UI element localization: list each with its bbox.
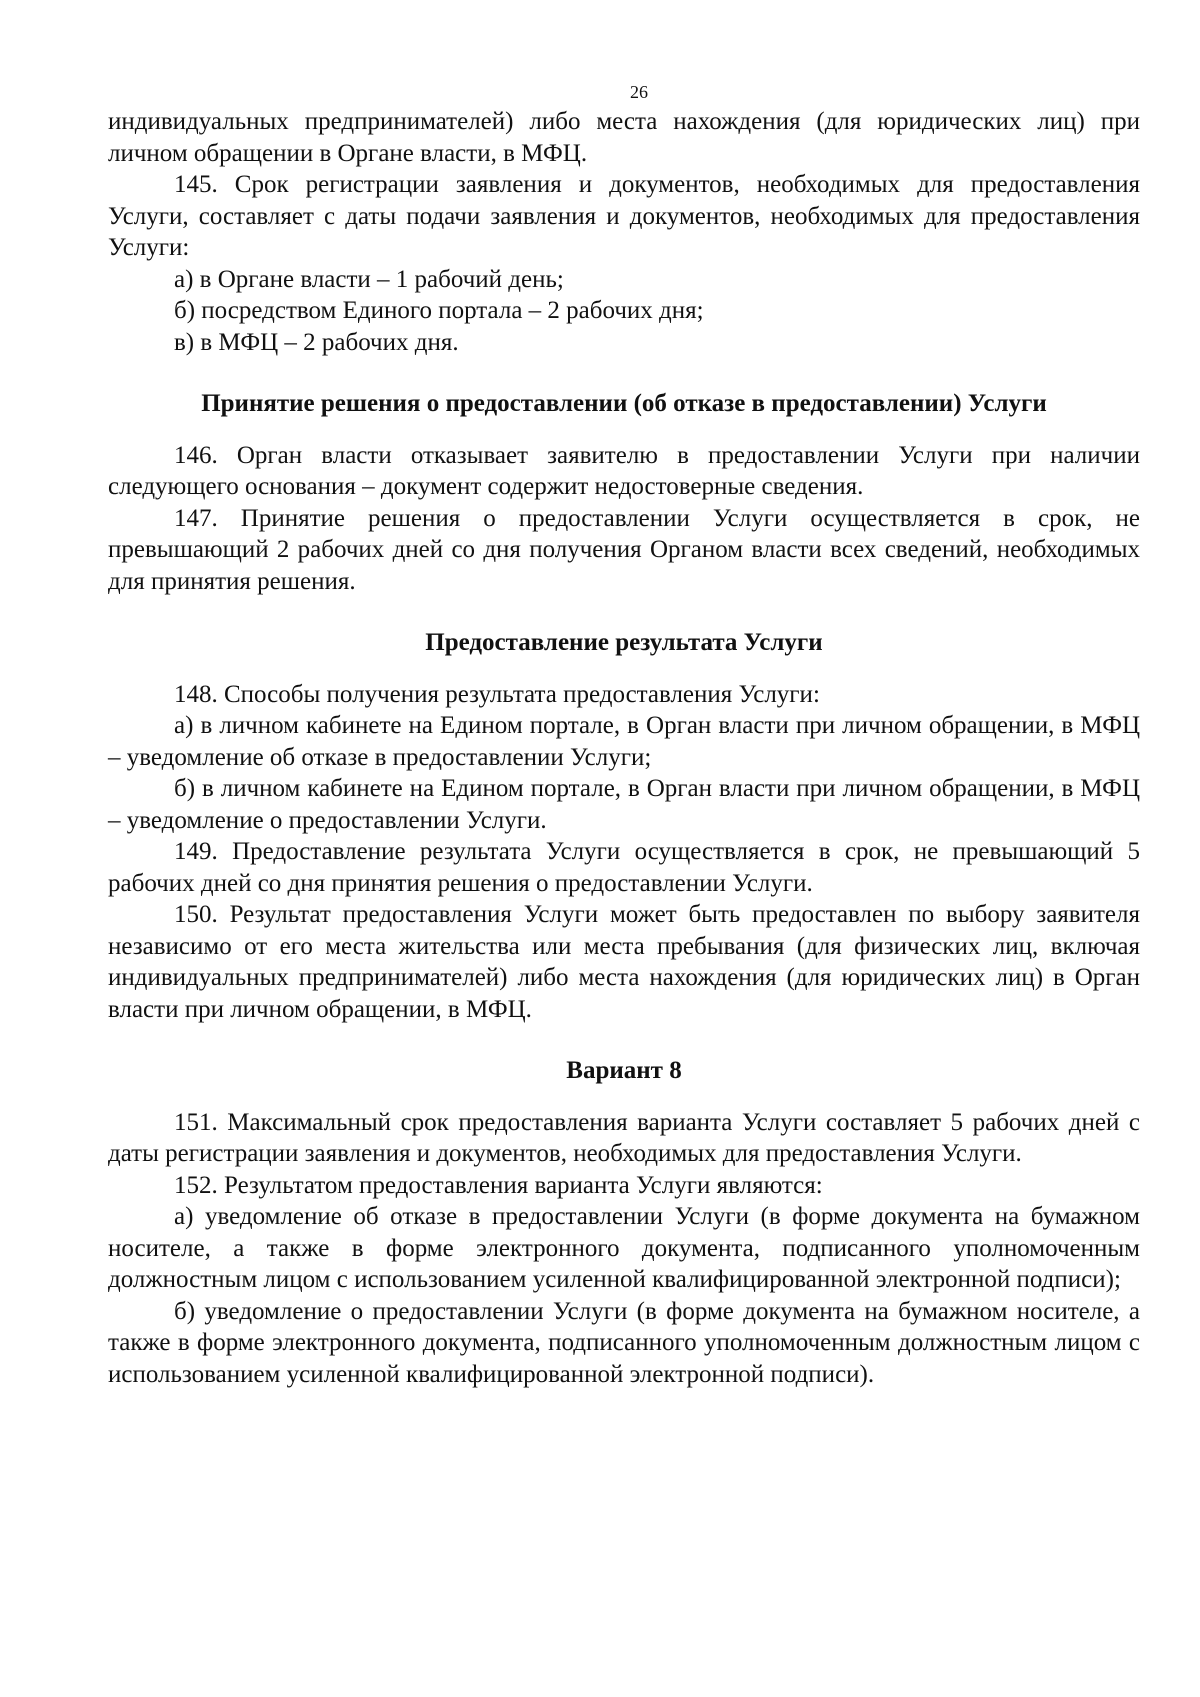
document-body xyxy=(108,106,1140,1390)
paragraph: б) в личном кабинете на Едином портале, в Орган власти при личном обращении, в МФЦ – уведомление о предоставлении Услуги. xyxy=(108,775,1140,834)
spacer xyxy=(108,1087,1140,1107)
paragraph: б) уведомление о предоставлении Услуги (в форме документа на бумажном носителе, а также в форме электронного документа, подписанного уполномоченным должностным лицом с использованием усиленной квалифицированной электронной подписи). xyxy=(108,1297,1140,1388)
page-number: 26 xyxy=(630,82,648,102)
spacer xyxy=(108,1025,1140,1055)
paragraph: б) посредством Единого портала – 2 рабочих дня; xyxy=(174,297,704,324)
paragraph: 150. Результат предоставления Услуги может быть предоставлен по выбору заявителя независимо от его места жительства или места пребывания (для физических лиц, включая индивидуальных предпринимателей) либо места нахождения (для юридических лиц) в Орган власти при личном обращении, в МФЦ. xyxy=(108,901,1140,1023)
section-heading: Принятие решения о предоставлении (об отказе в предоставлении) Услуги xyxy=(201,390,1047,417)
paragraph: 152. Результатом предоставления варианта Услуги являются: xyxy=(174,1171,823,1199)
paragraph: а) в личном кабинете на Едином портале, в Орган власти при личном обращении, в МФЦ – уведомление об отказе в предоставлении Услуги; xyxy=(108,712,1140,771)
spacer xyxy=(108,420,1140,440)
section-heading: Вариант 8 xyxy=(566,1057,682,1084)
section-heading: Предоставление результата Услуги xyxy=(425,629,823,656)
spacer xyxy=(108,358,1140,388)
paragraph: 145. Срок регистрации заявления и документов, необходимых для предоставления Услуги, составляет с даты подачи заявления и документов, необходимых для предоставления Услуги: xyxy=(108,171,1140,261)
spacer xyxy=(108,597,1140,627)
paragraph: 146. Орган власти отказывает заявителю в предоставлении Услуги при наличии следующего основания – документ содержит недостоверные сведения. xyxy=(108,441,1140,500)
paragraph: в) в МФЦ – 2 рабочих дня. xyxy=(174,328,459,356)
paragraph: 147. Принятие решения о предоставлении Услуги осуществляется в срок, не превышающий 2 рабочих дней со дня получения Органом власти всех сведений, необходимых для принятия решения. xyxy=(108,504,1140,595)
paragraph: а) уведомление об отказе в предоставлении Услуги (в форме документа на бумажном носителе, а также в форме электронного документа, подписанного уполномоченным должностным лицом с использованием усиленной квалифицированной электронной подписи); xyxy=(108,1203,1140,1293)
spacer xyxy=(108,659,1140,679)
paragraph: 151. Максимальный срок предоставления варианта Услуги составляет 5 рабочих дней с даты регистрации заявления и документов, необходимых для предоставления Услуги. xyxy=(108,1108,1140,1167)
paragraph: индивидуальных предпринимателей) либо места нахождения (для юридических лиц) при личном обращении в Органе власти, в МФЦ. xyxy=(108,108,1140,167)
paragraph: а) в Органе власти – 1 рабочий день; xyxy=(174,265,564,293)
paragraph: 149. Предоставление результата Услуги осуществляется в срок, не превышающий 5 рабочих дней со дня принятия решения о предоставлении Услуги. xyxy=(108,838,1140,897)
paragraph: 148. Способы получения результата предоставления Услуги: xyxy=(174,680,820,708)
